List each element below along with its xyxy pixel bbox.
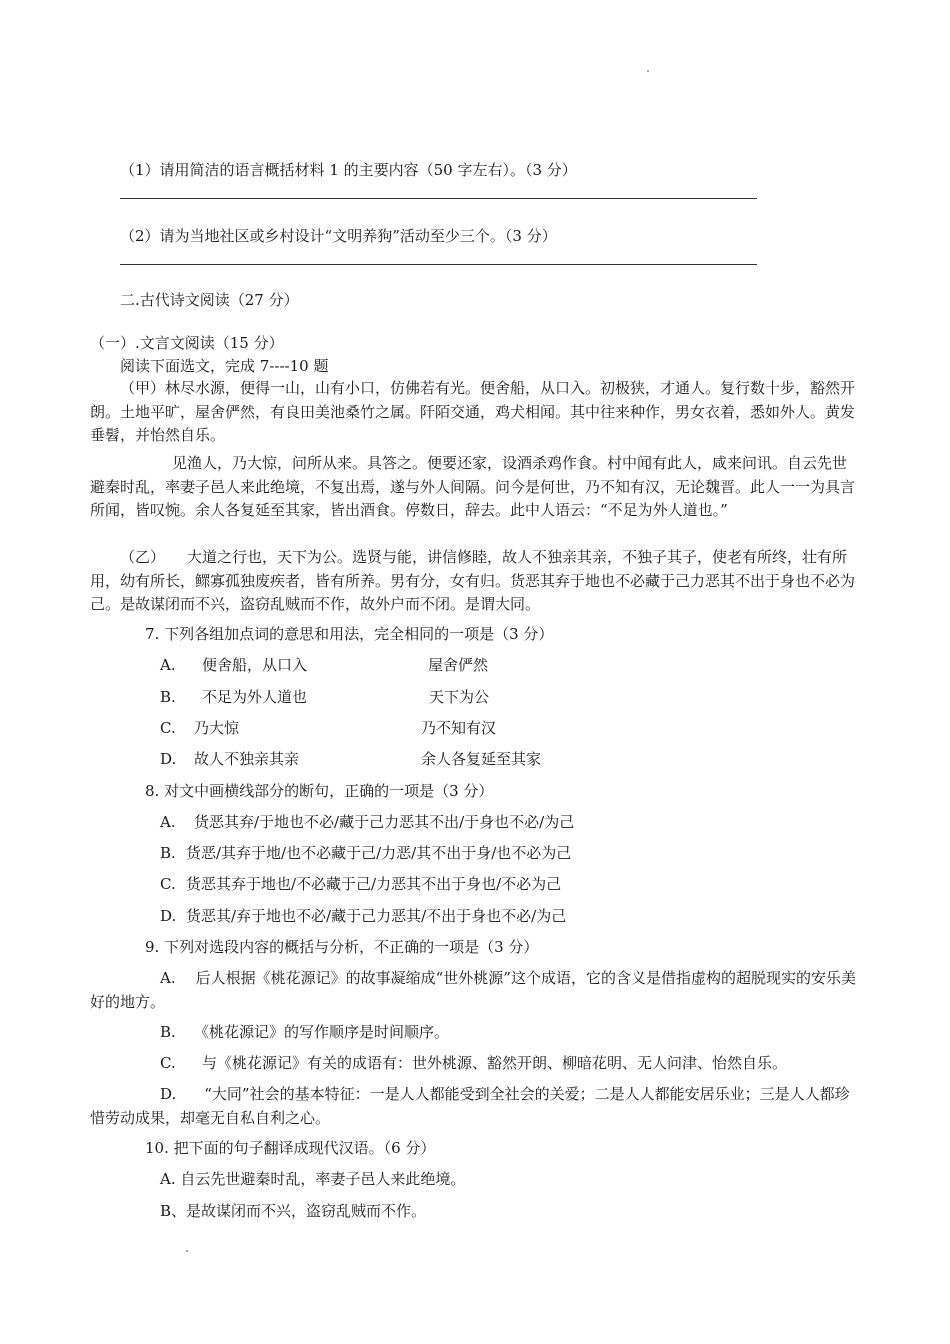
passage-jia-paragraph-2: 见渔人，乃大惊，问所从来。具答之。便要还家，设酒杀鸡作食。村中闻有此人，咸来问讯。自云先世避秦时乱，率妻子邑人来此绝境，不复出焉，遂与外人间隔。问今是何世，乃不知有汉，无论魏晋。此人一一为具言所闻，皆叹惋。余人各复延至其家，皆出酒食。停数日，辞去。此中人语云：“不足为外人道也。” [90, 454, 856, 519]
passage-yi [90, 546, 860, 617]
q9-option-a [90, 967, 860, 1014]
q10-sentence-b: B、是故谋闭而不兴，盗窃乱贼而不作。 [160, 1202, 427, 1220]
q8-option-a-label: A. [160, 813, 176, 831]
answer-line-2 [120, 264, 757, 265]
q7-option-b-right: 天下为公 [429, 688, 490, 706]
q9-option-c-label: C. [160, 1054, 176, 1072]
subsection-title-classical-chinese: （一）.文言文阅读（15 分） [90, 334, 284, 352]
q8-option-c-text: 货恶其弃于地也/不必藏于己/力恶其不出于身也/不必为己 [186, 875, 562, 893]
q7-option-a-right: 屋舍俨然 [428, 656, 489, 674]
q10-sentence-a: A. 自云先世避秦时乱，率妻子邑人来此绝境。 [160, 1170, 466, 1188]
q7-option-c-right: 乃不知有汉 [421, 719, 497, 737]
q7-option-c-left: 乃大惊 [194, 719, 240, 737]
q7-option-c-label: C. [160, 719, 176, 737]
question-10-stem: 10. 把下面的句子翻译成现代汉语。（6 分） [145, 1139, 436, 1157]
q9-option-a-label: A. [160, 969, 176, 987]
q7-option-b-left: 不足为外人道也 [202, 688, 308, 706]
q8-option-c-label: C. [160, 875, 176, 893]
q9-option-c-text: 与《桃花源记》有关的成语有：世外桃源、豁然开朗、柳暗花明、无人问津、怡然自乐。 [202, 1054, 788, 1072]
q9-option-d-label: D. [160, 1085, 177, 1103]
passage-yi-text: 大道之行也，天下为公。选贤与能，讲信修睦，故人不独亲其亲，不独子其子，使老有所终，壮有所用，幼有所长，鳏寡孤独废疾者，皆有所养。男有分，女有归。货恶其弃于地也不必藏于己力恶其不出于身也不必为己。是故谋闭而不兴，盗窃乱贼而不作，故外户而不闭。是谓大同。 [90, 548, 856, 613]
q7-option-a-label: A. [160, 656, 176, 674]
q9-option-a-text: 后人根据《桃花源记》的故事凝缩成“世外桃源”这个成语，它的含义是借指虚构的超脱现实的安乐美好的地方。 [90, 969, 856, 1011]
q7-option-d-right: 余人各复延至其家 [421, 750, 542, 768]
q7-option-d-left: 故人不独亲其亲 [194, 750, 300, 768]
section-title-ancient-poetry: 二.古代诗文阅读（27 分） [120, 291, 299, 309]
answer-line-1 [120, 198, 757, 199]
passage-jia-paragraph-1: （甲）林尽水源，便得一山，山有小口，仿佛若有光。便舍船，从口入。初极狭，才通人。复行数十步，豁然开朗。土地平旷，屋舍俨然，有良田美池桑竹之属。阡陌交通，鸡犬相闻。其中往来种作，男女衣着，悉如外人。黄发垂髫，并怡然自乐。 [90, 379, 856, 444]
q9-option-b-text: 《桃花源记》的写作顺序是时间顺序。 [194, 1023, 450, 1041]
q7-option-b-label: B. [160, 688, 176, 706]
passage-yi-label: （乙） [120, 548, 166, 566]
question-7-stem: 7. 下列各组加点词的意思和用法，完全相同的一项是（3 分） [145, 625, 554, 643]
q7-option-a-left: 便舍船，从口入 [202, 656, 308, 674]
page-mark-dot-bottom [186, 1250, 188, 1252]
q9-option-d [90, 1083, 860, 1130]
q8-option-d-label: D. [160, 907, 177, 925]
q7-option-d-label: D. [160, 750, 177, 768]
q9-option-b-label: B. [160, 1023, 176, 1041]
q8-option-a-text: 货恶其弃/于地也不必/藏于己力恶其不出/于身也不必/为己 [194, 813, 575, 831]
q8-option-b-label: B. [160, 844, 176, 862]
page-mark-dot [647, 70, 649, 72]
question-1: （1）请用简洁的语言概括材料 1 的主要内容（50 字左右）。（3 分） [120, 161, 577, 179]
question-8-stem: 8. 对文中画横线部分的断句，正确的一项是（3 分） [145, 782, 494, 800]
q8-option-d-text: 货恶其/弃于地也不必/藏于己力恶其/不出于身也不必/为己 [186, 907, 567, 925]
q9-option-d-text: “大同”社会的基本特征：一是人人都能受到全社会的关爱；二是人人都能安居乐业；三是人人都珍惜劳动成果，却毫无自私自利之心。 [90, 1085, 850, 1127]
q8-option-b-text: 货恶/其弃于地/也不必藏于己/力恶/其不出于身/也不必为己 [186, 844, 572, 862]
reading-instruction: 阅读下面选文，完成 7----10 题 [120, 357, 329, 375]
question-2: （2）请为当地社区或乡村设计“文明养狗”活动至少三个。（3 分） [120, 227, 557, 245]
question-9-stem: 9. 下列对选段内容的概括与分析，不正确的一项是（3 分） [145, 938, 539, 956]
